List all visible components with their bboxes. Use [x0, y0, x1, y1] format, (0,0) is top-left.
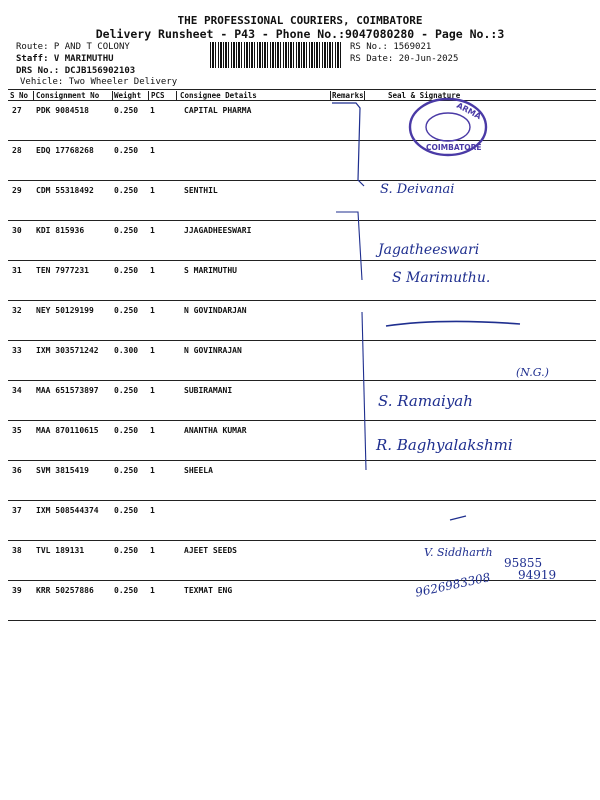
cell-sno: 29 — [12, 186, 22, 195]
signature-row33-note: (N.G.) — [516, 366, 549, 379]
cell-sno: 28 — [12, 146, 22, 155]
cell-consignee: AJEET SEEDS — [184, 546, 237, 555]
cell-pcs: 1 — [150, 466, 155, 475]
cell-weight: 0.250 — [114, 306, 139, 315]
cell-weight: 0.250 — [114, 106, 139, 115]
cell-consignee: TEXMAT ENG — [184, 586, 233, 595]
cell-consignment: IXM 303571242 — [36, 346, 99, 355]
cell-sno: 32 — [12, 306, 22, 315]
pen-stroke — [386, 321, 520, 326]
cell-consignment: KDI 815936 — [36, 226, 85, 235]
cell-sno: 36 — [12, 466, 22, 475]
cell-pcs: 1 — [150, 226, 155, 235]
cell-pcs: 1 — [150, 346, 155, 355]
signature-row30: Jagatheeswari — [378, 242, 480, 258]
signature-row38: V. Siddharth — [424, 546, 493, 559]
stamp-bottom-text: COIMBATORE — [426, 143, 482, 152]
cell-consignment: TVL 189131 — [36, 546, 85, 555]
stamp-top-text: ARMA — [455, 100, 483, 122]
cell-weight: 0.250 — [114, 546, 139, 555]
cell-weight: 0.250 — [114, 146, 139, 155]
pen-stroke — [362, 312, 366, 470]
col-header-consignment: Consignment No — [36, 91, 100, 100]
cell-consignment: MAA 870110615 — [36, 426, 99, 435]
col-header-pcs: PCS — [151, 91, 165, 100]
company-title: THE PROFESSIONAL COURIERS, COIMBATORE — [177, 14, 423, 27]
cell-weight: 0.250 — [114, 386, 139, 395]
signature-row35: R. Baghyalakshmi — [376, 436, 513, 454]
cell-sno: 37 — [12, 506, 22, 515]
cell-consignee: ANANTHA KUMAR — [184, 426, 247, 435]
cell-pcs: 1 — [150, 386, 155, 395]
cell-consignment: CDM 55318492 — [36, 186, 94, 195]
signature-row29: S. Deivanai — [380, 182, 455, 197]
cell-consignment: IXM 508544374 — [36, 506, 99, 515]
rs-date-label: RS Date: 20-Jun-2025 — [350, 54, 459, 64]
stamp-inner-ring — [426, 113, 470, 141]
cell-consignee: JJAGADHEESWARI — [184, 226, 252, 235]
col-header-consignee: Consignee Details — [180, 91, 257, 100]
cell-weight: 0.250 — [114, 186, 139, 195]
cell-sno: 27 — [12, 106, 22, 115]
cell-sno: 31 — [12, 266, 22, 275]
cell-pcs: 1 — [150, 146, 155, 155]
col-header-weight: Weight — [114, 91, 142, 100]
signature-row34: S. Ramaiyah — [378, 392, 473, 410]
cell-weight: 0.250 — [114, 506, 139, 515]
cell-consignment: KRR 50257886 — [36, 586, 94, 595]
col-header-sno: S No — [10, 91, 29, 100]
cell-consignee: S MARIMUTHU — [184, 266, 237, 275]
cell-pcs: 1 — [150, 106, 155, 115]
cell-weight: 0.250 — [114, 266, 139, 275]
cell-consignee: N GOVINDARJAN — [184, 306, 247, 315]
cell-pcs: 1 — [150, 546, 155, 555]
phone-note-1: 95855 — [504, 556, 543, 570]
vehicle-label: Vehicle: Two Wheeler Delivery — [20, 77, 178, 87]
cell-consignee: SENTHIL — [184, 186, 218, 195]
pen-bracket — [332, 103, 364, 186]
cell-sno: 33 — [12, 346, 22, 355]
cell-sno: 39 — [12, 586, 22, 595]
cell-weight: 0.250 — [114, 426, 139, 435]
staff-label: Staff: V MARIMUTHU — [16, 54, 114, 64]
col-header-seal: Seal & Signature — [388, 91, 461, 100]
cell-consignee: SHEELA — [184, 466, 213, 475]
cell-weight: 0.250 — [114, 586, 139, 595]
cell-pcs: 1 — [150, 266, 155, 275]
cell-consignment: SVM 3815419 — [36, 466, 89, 475]
cell-pcs: 1 — [150, 586, 155, 595]
cell-consignee: SUBIRAMANI — [184, 386, 233, 395]
cell-sno: 30 — [12, 226, 22, 235]
cell-weight: 0.300 — [114, 346, 139, 355]
cell-pcs: 1 — [150, 506, 155, 515]
signature-row31: S Marimuthu. — [392, 270, 491, 286]
cell-consignment: EDQ 17768268 — [36, 146, 94, 155]
pen-stroke — [450, 516, 466, 520]
pen-bracket — [336, 212, 362, 280]
route-label: Route: P AND T COLONY — [16, 42, 130, 52]
cell-consignment: MAA 651573897 — [36, 386, 99, 395]
drs-label: DRS No.: DCJB156902103 — [16, 66, 136, 76]
col-header-remarks: Remarks — [332, 91, 364, 100]
phone-note-row39: 9626983308 — [414, 570, 492, 600]
company-stamp — [406, 96, 490, 158]
cell-consignee: CAPITAL PHARMA — [184, 106, 252, 115]
cell-consignment: TEN 7977231 — [36, 266, 89, 275]
cell-sno: 34 — [12, 386, 22, 395]
runsheet-title: Delivery Runsheet - P43 - Phone No.:9047080280 - Page No.:3 — [95, 27, 505, 41]
cell-pcs: 1 — [150, 186, 155, 195]
phone-note-2: 94919 — [518, 568, 557, 582]
cell-consignment: PDK 9084518 — [36, 106, 89, 115]
cell-pcs: 1 — [150, 306, 155, 315]
cell-consignee: N GOVINRAJAN — [184, 346, 242, 355]
cell-sno: 38 — [12, 546, 22, 555]
cell-weight: 0.250 — [114, 466, 139, 475]
cell-sno: 35 — [12, 426, 22, 435]
cell-pcs: 1 — [150, 426, 155, 435]
cell-weight: 0.250 — [114, 226, 139, 235]
rs-no-label: RS No.: 1569021 — [350, 42, 432, 52]
cell-consignment: NEY 50129199 — [36, 306, 94, 315]
